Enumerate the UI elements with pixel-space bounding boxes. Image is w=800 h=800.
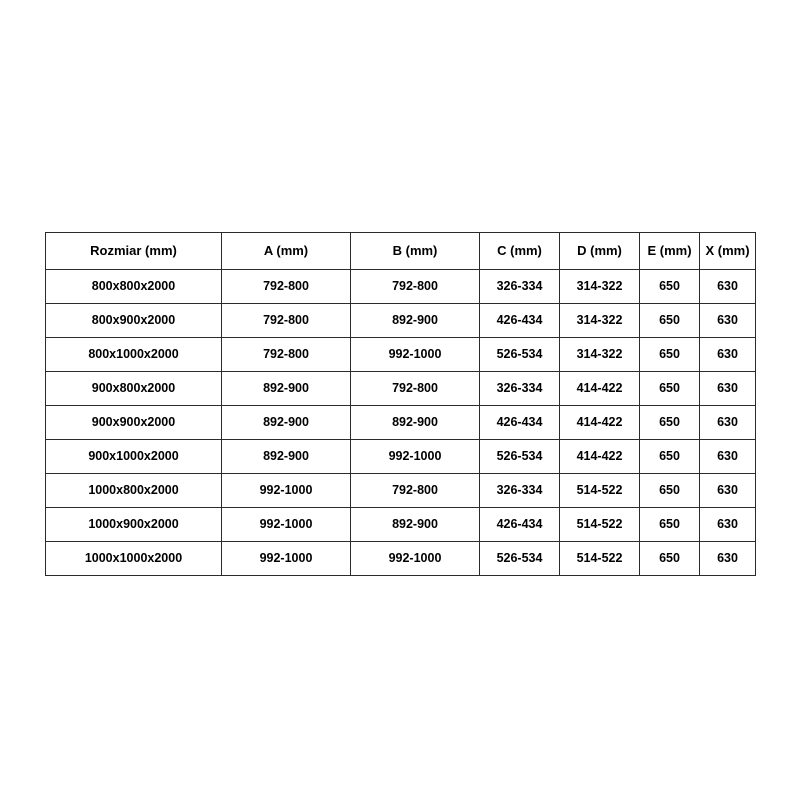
- cell-x: 630: [700, 372, 756, 406]
- cell-size: 800x1000x2000: [46, 338, 222, 372]
- cell-x: 630: [700, 406, 756, 440]
- cell-e: 650: [640, 338, 700, 372]
- cell-d: 414-422: [560, 406, 640, 440]
- cell-x: 630: [700, 304, 756, 338]
- cell-e: 650: [640, 474, 700, 508]
- cell-size: 900x900x2000: [46, 406, 222, 440]
- column-header-e: E (mm): [640, 233, 700, 270]
- column-header-a: A (mm): [222, 233, 351, 270]
- table-row: [46, 304, 756, 338]
- cell-e: 650: [640, 270, 700, 304]
- cell-size: 900x1000x2000: [46, 440, 222, 474]
- cell-size: 800x800x2000: [46, 270, 222, 304]
- cell-size: 800x900x2000: [46, 304, 222, 338]
- cell-b: 792-800: [351, 474, 480, 508]
- cell-d: 314-322: [560, 304, 640, 338]
- table-body: [46, 270, 756, 576]
- column-header-b: B (mm): [351, 233, 480, 270]
- cell-a: 792-800: [222, 338, 351, 372]
- cell-b: 892-900: [351, 304, 480, 338]
- cell-x: 630: [700, 338, 756, 372]
- cell-d: 414-422: [560, 440, 640, 474]
- column-header-d: D (mm): [560, 233, 640, 270]
- column-header-rozmiar: Rozmiar (mm): [46, 233, 222, 270]
- table-header-row: [46, 233, 756, 270]
- cell-b: 992-1000: [351, 440, 480, 474]
- cell-d: 514-522: [560, 474, 640, 508]
- cell-x: 630: [700, 474, 756, 508]
- cell-d: 414-422: [560, 372, 640, 406]
- table-row: [46, 406, 756, 440]
- cell-e: 650: [640, 372, 700, 406]
- column-header-x: X (mm): [700, 233, 756, 270]
- dimensions-table: [45, 232, 756, 576]
- cell-e: 650: [640, 542, 700, 576]
- cell-d: 314-322: [560, 270, 640, 304]
- table-row: [46, 338, 756, 372]
- cell-c: 526-534: [480, 542, 560, 576]
- cell-x: 630: [700, 508, 756, 542]
- cell-d: 514-522: [560, 542, 640, 576]
- cell-c: 326-334: [480, 270, 560, 304]
- cell-a: 892-900: [222, 372, 351, 406]
- cell-size: 1000x900x2000: [46, 508, 222, 542]
- cell-b: 792-800: [351, 372, 480, 406]
- cell-x: 630: [700, 270, 756, 304]
- cell-a: 992-1000: [222, 542, 351, 576]
- cell-size: 1000x1000x2000: [46, 542, 222, 576]
- cell-a: 992-1000: [222, 508, 351, 542]
- cell-x: 630: [700, 542, 756, 576]
- cell-a: 792-800: [222, 304, 351, 338]
- cell-size: 900x800x2000: [46, 372, 222, 406]
- cell-e: 650: [640, 406, 700, 440]
- cell-a: 792-800: [222, 270, 351, 304]
- cell-size: 1000x800x2000: [46, 474, 222, 508]
- dimensions-table-container: [45, 232, 755, 576]
- cell-c: 326-334: [480, 474, 560, 508]
- cell-b: 992-1000: [351, 338, 480, 372]
- cell-c: 426-434: [480, 508, 560, 542]
- table-header: [46, 233, 756, 270]
- table-row: [46, 542, 756, 576]
- table-row: [46, 440, 756, 474]
- cell-c: 326-334: [480, 372, 560, 406]
- table-row: [46, 508, 756, 542]
- cell-b: 992-1000: [351, 542, 480, 576]
- cell-c: 526-534: [480, 440, 560, 474]
- cell-c: 426-434: [480, 406, 560, 440]
- table-row: [46, 372, 756, 406]
- cell-b: 892-900: [351, 406, 480, 440]
- cell-a: 892-900: [222, 440, 351, 474]
- cell-a: 992-1000: [222, 474, 351, 508]
- column-header-c: C (mm): [480, 233, 560, 270]
- cell-e: 650: [640, 304, 700, 338]
- cell-d: 514-522: [560, 508, 640, 542]
- cell-x: 630: [700, 440, 756, 474]
- table-row: [46, 474, 756, 508]
- cell-a: 892-900: [222, 406, 351, 440]
- table-row: [46, 270, 756, 304]
- cell-b: 792-800: [351, 270, 480, 304]
- cell-c: 526-534: [480, 338, 560, 372]
- cell-b: 892-900: [351, 508, 480, 542]
- cell-d: 314-322: [560, 338, 640, 372]
- cell-e: 650: [640, 440, 700, 474]
- cell-e: 650: [640, 508, 700, 542]
- cell-c: 426-434: [480, 304, 560, 338]
